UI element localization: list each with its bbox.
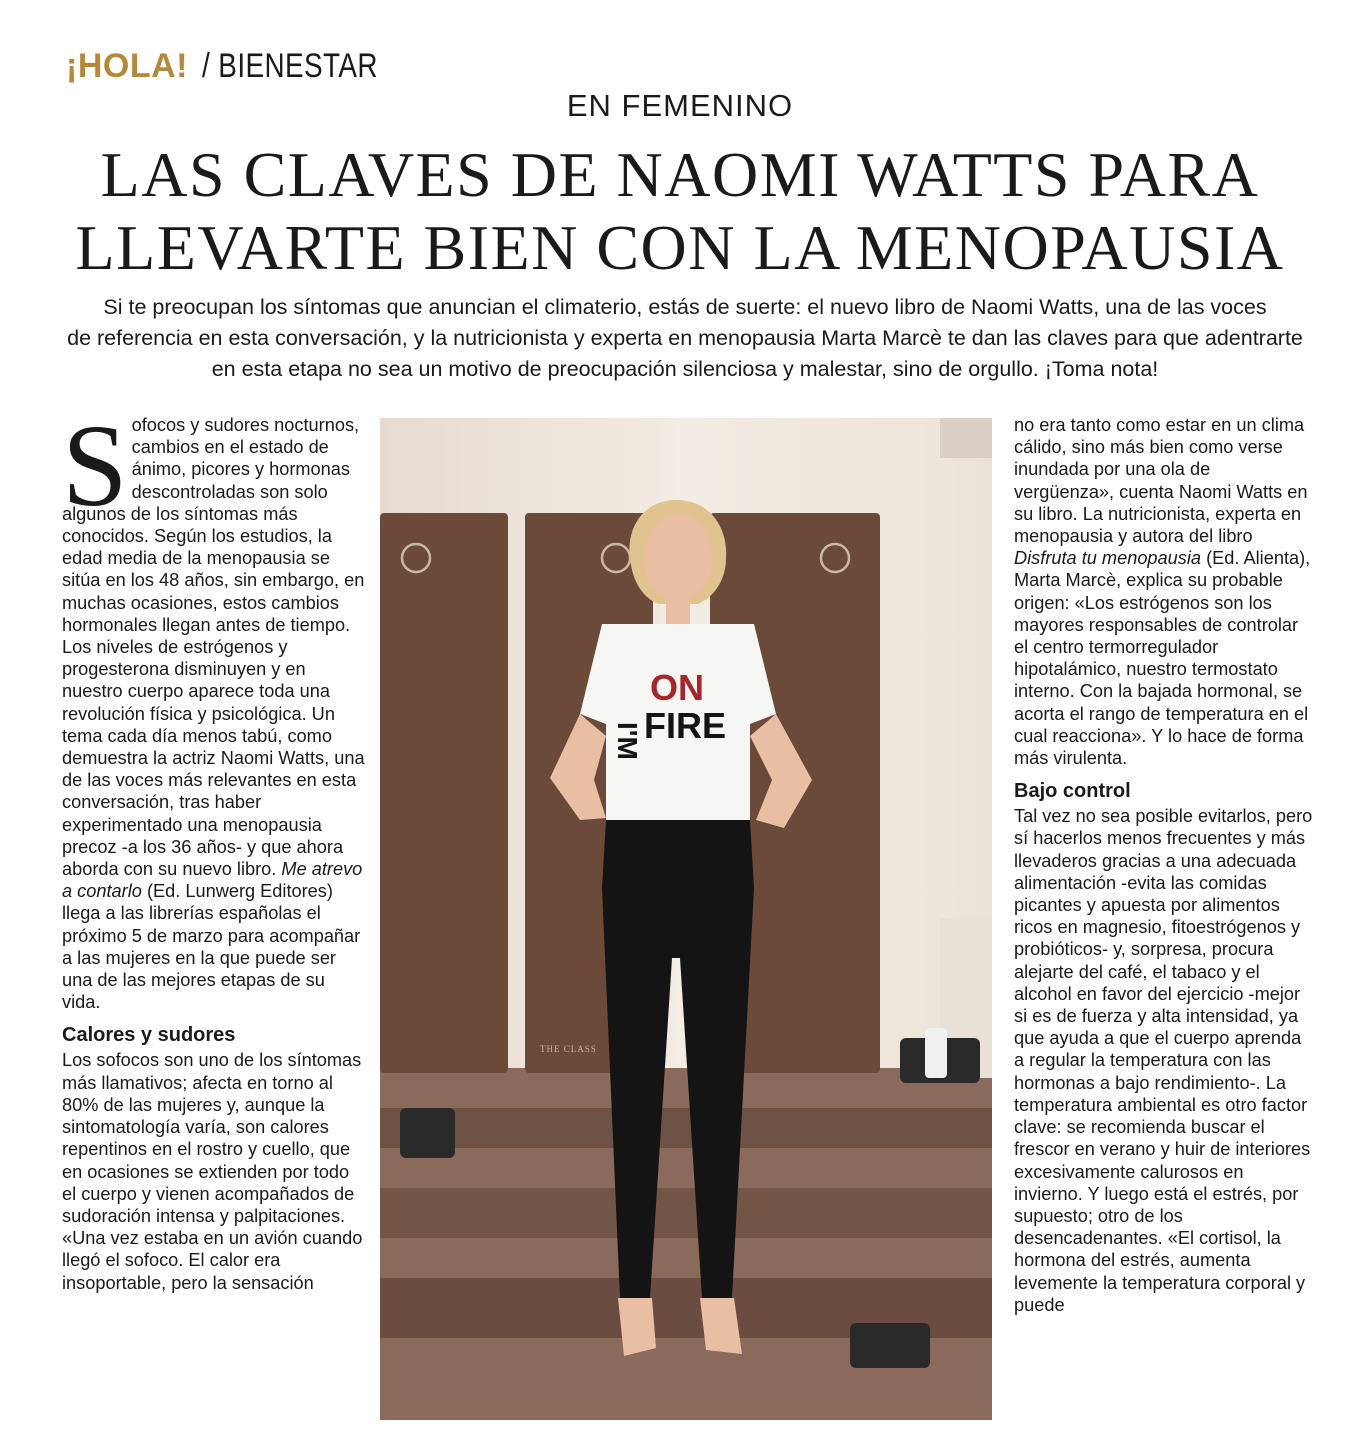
wall-vent bbox=[940, 418, 992, 458]
article-photo bbox=[380, 418, 992, 1420]
left-foot bbox=[618, 1298, 656, 1356]
brand-logo[interactable]: ¡HOLA! bbox=[66, 46, 188, 85]
headline-line-1: LAS CLAVES DE NAOMI WATTS PARA bbox=[100, 139, 1260, 210]
right-paragraph-2: Tal vez no sea posible evitarlos, pero sí hacerlos menos frecuentes y más llevaderos gracias a una adecuada alimentación -evita las comidas picantes y apuesta por alimentos ricos en magnesio, fitoestrógenos y probióticos- y, sorpresa, procura alejarte del café, el tabaco y el alcohol en favor del ejercicio -mejor si es de fuerza y alta intensidad, ya que ayuda a que el cuerpo aprenda a regular la temperatura con las hormonas a bajo rendimiento-. La temperatura ambiental es otro factor clave: se recomienda buscar el frescor en verano y huir de interiores excesivamente calurosos en invierno. Y luego está el estrés, por supuesto; otro de los desencadenantes. «El cortisol, la hormona del estrés, aumenta levemente la temperatura corporal y puede bbox=[1014, 806, 1313, 1315]
face bbox=[644, 514, 712, 602]
right-p1-end: (Ed. Alienta), Marta Marcè, explica su probable origen: «Los estrógenos son los mayores responsables de controlar el centro termorregulador hipotalámico, nuestro termostato interno. Con la bajada hormonal, se acorta el rango de temperatura en el cual reacciona». Y lo hace de forma más virulenta. bbox=[1014, 548, 1311, 769]
headline-line-2: LLEVARTE BIEN CON LA MENOPAUSIA bbox=[75, 212, 1285, 283]
floor-mat-2 bbox=[380, 1188, 992, 1238]
mat-label: THE CLASS bbox=[540, 1044, 597, 1054]
shirt-text-on: ON bbox=[650, 667, 704, 708]
subhead-bajo-control: Bajo control bbox=[1014, 780, 1131, 803]
masthead bbox=[66, 42, 417, 90]
standfirst-line-2: de referencia en esta conversación, y la nutricionista y experta en menopausia Marta Marcè te dan las claves para que adentrarte bbox=[67, 326, 1303, 350]
right-column bbox=[1014, 414, 1314, 1322]
book-title-left: Me atrevo a contarlo bbox=[62, 859, 363, 902]
left-p1-end: (Ed. Lunwerg Editores) llega a las librerías españolas el próximo 5 de marzo para acompañar a las mujeres en la que puede ser una de las mejores etapas de su vida. bbox=[62, 881, 361, 1013]
right-paragraph-1 bbox=[1014, 414, 1314, 769]
left-p1-text: ofocos y sudores nocturnos, cambios en el estado de ánimo, picores y hormonas descontroladas son solo algunos de los síntomas más conocidos. Según los estudios, la edad media de la menopausia se sitúa en los 48 años, sin embargo, en muchas ocasiones, estos cambios hormonales llegan antes de tiempo. Los niveles de estrógenos y progesterona disminuyen y en nuestro cuerpo aparece toda una revolución física y psicológica. Un tema cada día menos tabú, como demuestra la actriz Naomi Watts, una de las voces más relevantes en esta conversación, tras haber experimentado una menopausia precoz -a los 36 años- y que ahora aborda con su nuevo libro. bbox=[62, 415, 365, 880]
left-paragraph-2: Los sofocos son uno de los síntomas más llamativos; afecta en torno al 80% de las mujeres y, aunque la sintomatología varía, son calores repentinos en el rostro y cuello, que en ocasiones se extienden por todo el cuerpo y vienen acompañados de sudoración intensa y palpitaciones. «Una vez estaba en un avión cuando llegó el sofoco. El calor era insoportable, pero la sensación bbox=[62, 1050, 363, 1293]
water-bottle bbox=[925, 1028, 947, 1078]
shirt-text-fire: FIRE bbox=[644, 705, 727, 746]
subhead-calores: Calores y sudores bbox=[62, 1024, 236, 1047]
photo-illustration bbox=[380, 418, 992, 1420]
left-paragraph-1 bbox=[62, 400, 367, 1013]
standfirst-line-3: en esta etapa no sea un motivo de preocupación silenciosa y malestar, sino de orgullo. ¡Toma nota! bbox=[211, 357, 1159, 381]
dropcap: S bbox=[62, 400, 128, 531]
standfirst bbox=[50, 292, 1320, 385]
left-column bbox=[62, 400, 367, 1300]
floor-mat-1 bbox=[380, 1108, 992, 1148]
section-label[interactable]: / BIENESTAR bbox=[201, 46, 378, 85]
neck bbox=[666, 596, 690, 624]
shirt-text-im: I'M bbox=[612, 722, 643, 760]
wall-mat-1 bbox=[380, 513, 508, 1073]
gear-bag-1 bbox=[850, 1323, 930, 1368]
book-title-right: Disfruta tu menopausia bbox=[1014, 548, 1202, 569]
gear-bag-2 bbox=[400, 1108, 455, 1158]
headline bbox=[30, 138, 1330, 284]
standfirst-line-1: Si te preocupan los síntomas que anuncian el climaterio, estás de suerte: el nuevo libro de Naomi Watts, una de las voces bbox=[103, 295, 1267, 319]
right-p1-text: no era tanto como estar en un clima cálido, sino más bien como verse inundada por una ola de vergüenza», cuenta Naomi Watts en su libro. La nutricionista, experta en menopausia y autora del libro bbox=[1014, 415, 1308, 547]
kicker: EN FEMENINO bbox=[566, 88, 794, 123]
